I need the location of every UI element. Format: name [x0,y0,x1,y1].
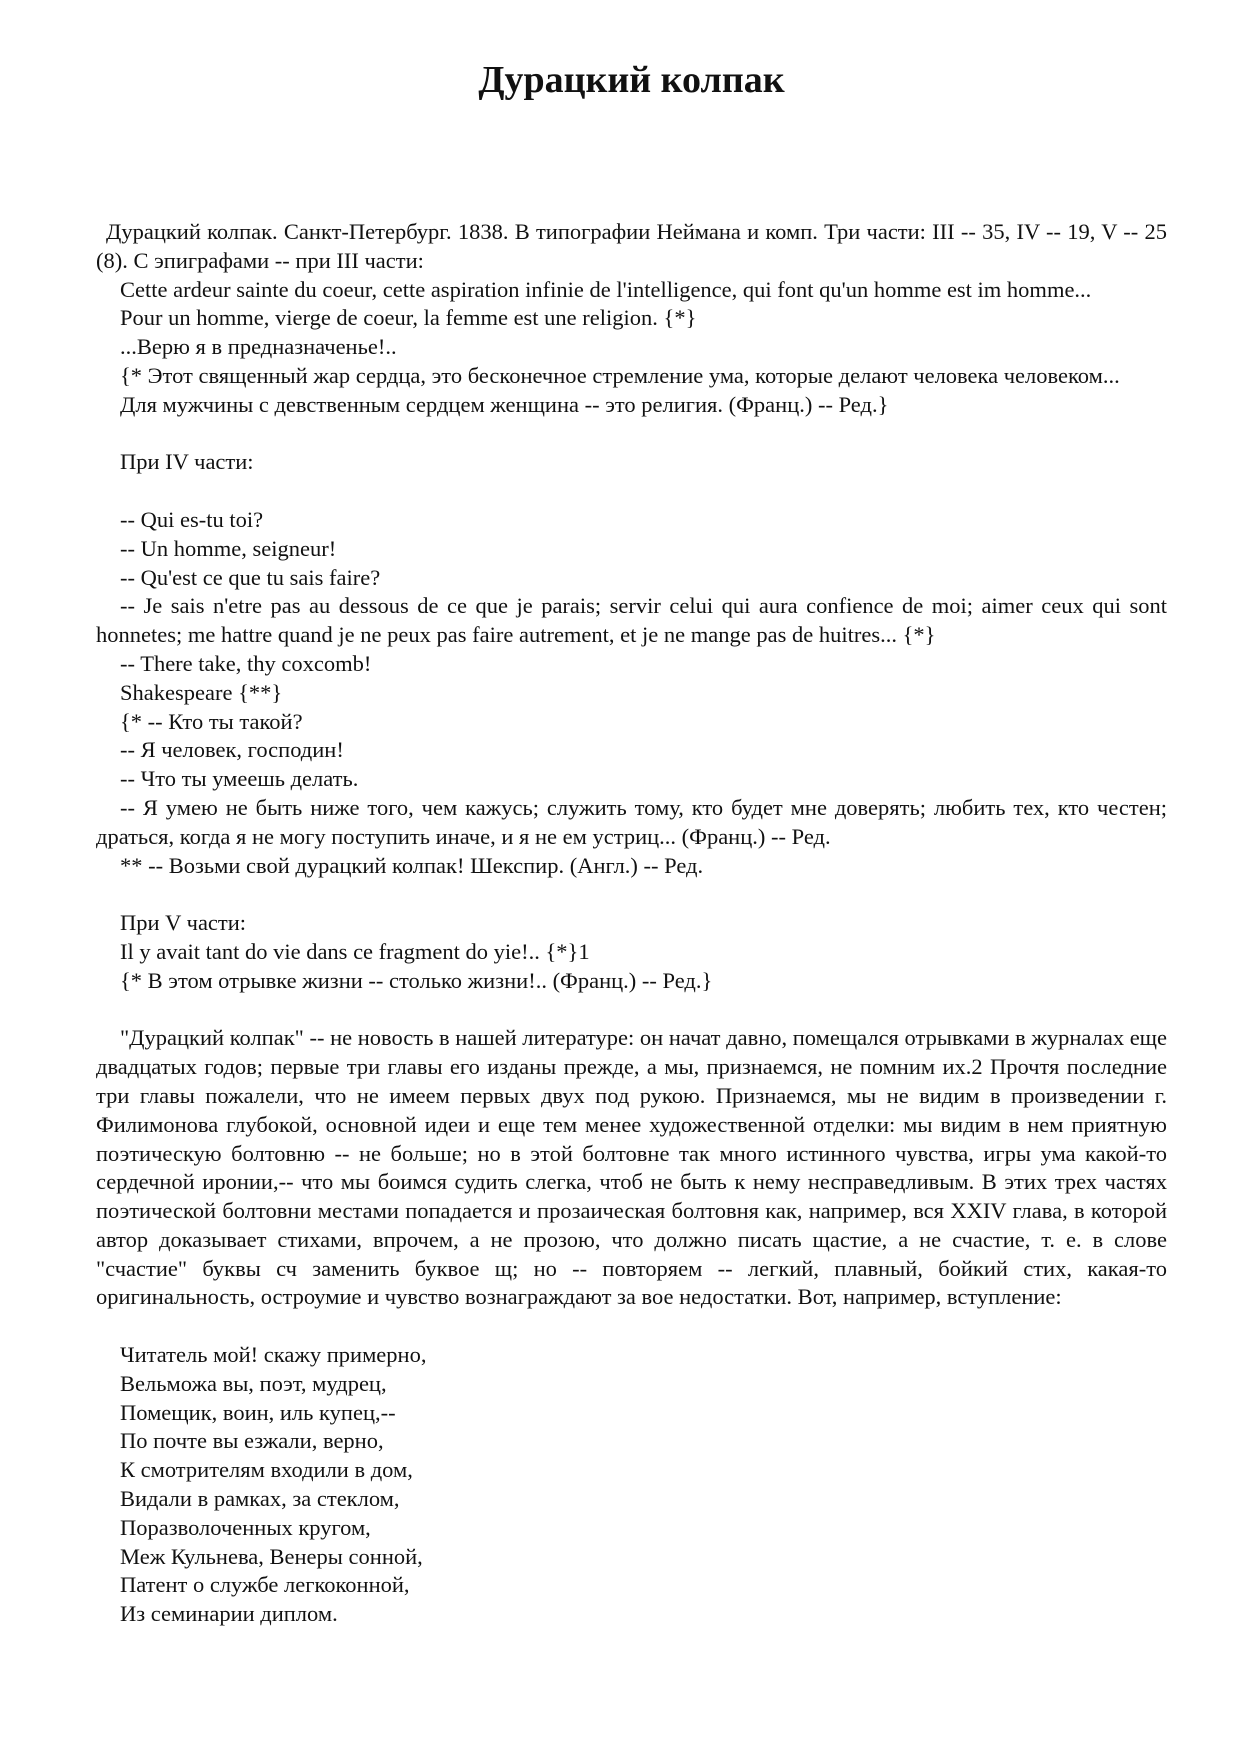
spacer [96,996,1167,1025]
part4-line: -- Qui es-tu toi? [120,506,264,532]
part5-note: {* В этом отрывке жизни -- столько жизни!.. (Франц.) -- Ред.} [120,967,713,993]
verse-line: Из семинарии диплом. [120,1601,338,1627]
part4-line: -- Что ты умеешь делать. [120,766,359,792]
intro-paragraph: Дурацкий колпак. Санкт-Петербург. 1838. В типографии Неймана и комп. Три части: III -- 35, IV -- 19, V -- 25 (8). С эпиграфами -- при III части: [96,219,1167,273]
verse-line: Патент о службе легкоконной, [120,1572,410,1598]
part3-epigraph-1: Cette ardeur sainte du coeur, cette aspiration infinie de l'intelligence, qui font qu'un homme est im homme... [120,276,1092,302]
verse-block [96,1341,1167,1629]
verse-line: К смотрителям входили в дом, [120,1457,413,1483]
part4-line: -- There take, thy coxcomb! [120,650,372,676]
spacer [96,420,1167,449]
part4-line: -- Un homme, seigneur! [120,535,337,561]
part4-line: ** -- Возьми свой дурацкий колпак! Шекспир. (Англ.) -- Ред. [120,852,704,878]
part4-line: -- Je sais n'etre pas au dessous de ce que je parais; servir celui qui aura confience de moi; aimer ceux qui sont honnetes; me hattre quand je ne peux pas faire autrement, et je ne mange pas de huitres... {*} [96,593,1167,648]
document-title: Дурацкий колпак [478,59,785,101]
part4-line: {* -- Кто ты такой? [120,708,303,734]
document-body [96,218,1167,1629]
verse-line: Видали в рамках, за стеклом, [120,1486,400,1512]
part3-epigraph-2: Pour un homme, vierge de coeur, la femme est une religion. {*} [120,305,697,331]
verse-line: Меж Кульнева, Венеры сонной, [120,1543,423,1569]
verse-line: Поразволоченных кругом, [120,1514,371,1540]
part4-line: -- Qu'est ce que tu sais faire? [120,564,381,590]
review-paragraph: "Дурацкий колпак" -- не новость в нашей литературе: он начат давно, помещался отрывками в журналах еще двадцатых годов; первые три главы его изданы прежде, а мы, признаемся, не помним их.2 Прочтя последние три главы пожалели, что не имеем первых двух под рукою. Признаемся, мы не видим в произведении г. Филимонова глубокой, основной идеи и еще тем менее художественной отделки: мы видим в нем приятную поэтическую болтовню -- не больше; но в этой болтовне так много истинного чувства, игры ума какой-то сердечной иронии,-- что мы боимся судить слегка, чтоб не быть к нему несправедливым. В этих трех частях поэтической болтовни местами попадается и прозаическая болтовня как, например, вся XXIV глава, в которой автор доказывает стихами, впрочем, а не прозою, что должно писать щастие, а не счастие, т. е. в слове "счастие" буквы сч заменить буквое щ; но -- повторяем -- легкий, плавный, бойкий стих, какая-то оригинальность, остроумие и чувство вознаграждают за вое недостатки. Вот, например, вступление: [96,1025,1167,1310]
verse-line: Помещик, воин, иль купец,-- [120,1399,396,1425]
part4-line: -- Я человек, господин! [120,737,344,763]
part3-note-1: {* Этот священный жар сердца, это бесконечное стремление ума, которые делают человека человеком... [120,362,1120,388]
verse-line: Читатель мой! скажу примерно, [120,1342,427,1368]
part3-note-2: Для мужчины с девственным сердцем женщина -- это религия. (Франц.) -- Ред.} [120,391,889,417]
verse-line: По почте вы езжали, верно, [120,1428,384,1454]
part3-epigraph-3: ...Верю я в предназначенье!.. [120,334,397,360]
part4-line: -- Я умею не быть ниже того, чем кажусь; служить тому, кто будет мне доверять; любить тех, кто честен; драться, когда я не могу поступить иначе, и я не ем устриц... (Франц.) -- Ред. [96,794,1167,849]
part5-epigraph: Il y avait tant do vie dans ce fragment do yie!.. {*}1 [120,938,590,964]
spacer [96,1312,1167,1341]
spacer [96,880,1167,909]
part4-heading: При IV части: [120,449,254,475]
part5-heading: При V части: [120,910,247,936]
verse-line: Вельможа вы, поэт, мудрец, [120,1370,387,1396]
document-page [96,0,1167,1629]
spacer [96,477,1167,506]
part4-line: Shakespeare {**} [120,679,283,705]
